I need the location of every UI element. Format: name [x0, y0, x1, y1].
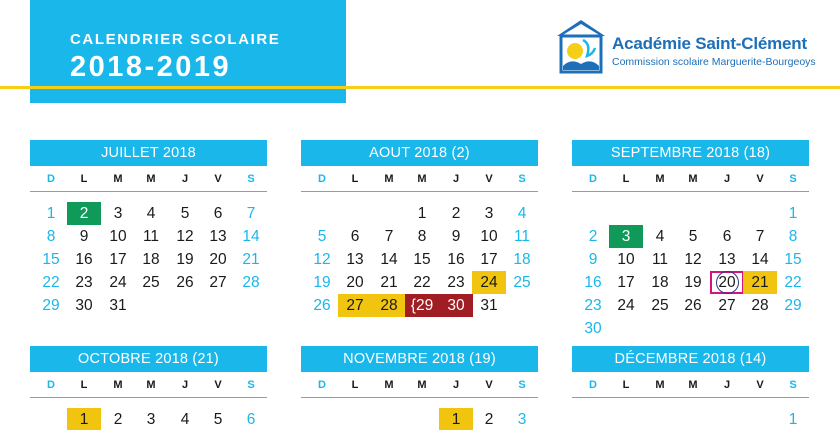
calendar-day: 18	[651, 274, 669, 291]
calendar-day: 1	[46, 205, 56, 222]
calendar-day: 3	[517, 411, 527, 428]
calendar-day: 31	[109, 297, 127, 314]
weekday-label: L	[80, 173, 88, 185]
circle-marker-icon	[716, 271, 739, 294]
calendar-day: 3	[484, 205, 494, 222]
org-name: Académie Saint-Clément	[612, 34, 807, 53]
calendar-day: 29	[42, 297, 60, 314]
month-title: OCTOBRE 2018 (21)	[30, 346, 267, 372]
calendar-day: 8	[417, 228, 427, 245]
calendar-day: 6	[213, 205, 223, 222]
org-subtitle: Commission scolaire Marguerite-Bourgeoys	[612, 56, 816, 68]
calendar-day: 9	[79, 228, 89, 245]
calendar-day: 26	[176, 274, 194, 291]
month-title: AOUT 2018 (2)	[301, 140, 538, 166]
weekday-label: D	[318, 173, 326, 185]
weekday-label: M	[688, 379, 698, 391]
calendar-day: 15	[42, 251, 60, 268]
month-july	[30, 140, 267, 314]
weekday-label: V	[756, 379, 764, 391]
calendar-day: 21	[743, 271, 777, 294]
calendar-day: 2	[588, 228, 598, 245]
calendar-day: 30	[75, 297, 93, 314]
weekday-label: D	[318, 379, 326, 391]
weekday-row	[30, 166, 267, 192]
calendar-day: 16	[584, 274, 602, 291]
calendar-day: 4	[180, 411, 190, 428]
calendar-day: 7	[755, 228, 765, 245]
calendar-day: 6	[350, 228, 360, 245]
calendar-day: 1	[788, 411, 798, 428]
calendar-day: 3	[609, 225, 643, 248]
calendar-day: 18	[142, 251, 160, 268]
weekday-label: D	[589, 173, 597, 185]
weekday-label: M	[417, 173, 427, 185]
month-title: DÉCEMBRE 2018 (14)	[572, 346, 809, 372]
calendar-day: {29	[405, 294, 439, 317]
header-divider	[0, 86, 840, 89]
weekday-label: V	[214, 173, 222, 185]
weekday-label: D	[589, 379, 597, 391]
calendar-day: 12	[684, 251, 702, 268]
month-october	[30, 346, 267, 428]
calendar-day: 10	[617, 251, 635, 268]
weekday-label: J	[452, 379, 460, 391]
weekday-row	[301, 166, 538, 192]
weekday-label: V	[485, 173, 493, 185]
weekday-label: L	[351, 173, 359, 185]
weekday-label: J	[452, 173, 460, 185]
calendar-day: 25	[513, 274, 531, 291]
weekday-label: S	[518, 379, 526, 391]
calendar-day: 11	[651, 251, 669, 268]
calendar-day: 29	[784, 297, 802, 314]
calendar-day: 5	[688, 228, 698, 245]
calendar-day: 4	[146, 205, 156, 222]
weekday-label: J	[181, 173, 189, 185]
weekday-label: S	[789, 173, 797, 185]
weekday-row	[30, 372, 267, 398]
calendar-day: 23	[75, 274, 93, 291]
calendar-day: 28	[372, 294, 406, 317]
calendar-day: 1	[439, 408, 473, 430]
calendar-day: 19	[176, 251, 194, 268]
calendar-day: 2	[67, 202, 101, 225]
weekday-label: J	[181, 379, 189, 391]
weekday-label: L	[622, 379, 630, 391]
calendar-day: 23	[584, 297, 602, 314]
calendar-day: 1	[67, 408, 101, 430]
weekday-label: M	[146, 173, 156, 185]
calendar-day: 28	[751, 297, 769, 314]
weekday-label: M	[417, 379, 427, 391]
month-december	[572, 346, 809, 428]
calendar-day: 12	[176, 228, 194, 245]
calendar-day: 25	[142, 274, 160, 291]
month-title: SEPTEMBRE 2018 (18)	[572, 140, 809, 166]
month-september	[572, 140, 809, 337]
weekday-label: M	[688, 173, 698, 185]
calendar-day: 21	[242, 251, 260, 268]
calendar-day: 4	[655, 228, 665, 245]
calendar-day: 20	[209, 251, 227, 268]
weekday-row	[301, 372, 538, 398]
calendar-day: 1	[417, 205, 427, 222]
weekday-label: M	[655, 379, 665, 391]
weekday-label: L	[622, 173, 630, 185]
calendar-day: 3	[113, 205, 123, 222]
calendar-day: 6	[246, 411, 256, 428]
calendar-day: 5	[213, 411, 223, 428]
weekday-label: M	[113, 173, 123, 185]
calendar-day: 22	[784, 274, 802, 291]
calendar-day: 13	[718, 251, 736, 268]
calendar-day: 20	[346, 274, 364, 291]
calendar-day: 26	[313, 297, 331, 314]
weekday-label: M	[384, 379, 394, 391]
calendar-day: 18	[513, 251, 531, 268]
calendar-day: 19	[313, 274, 331, 291]
calendar-day: 7	[384, 228, 394, 245]
calendar-day: 19	[684, 274, 702, 291]
month-title: JUILLET 2018	[30, 140, 267, 166]
calendar-day: 5	[317, 228, 327, 245]
calendar-year: 2018-2019	[70, 51, 232, 83]
month-august	[301, 140, 538, 314]
calendar-day: 8	[788, 228, 798, 245]
calendar-day: 12	[313, 251, 331, 268]
calendar-day: 8	[46, 228, 56, 245]
calendar-day: 21	[380, 274, 398, 291]
weekday-label: S	[247, 173, 255, 185]
calendar-day: 13	[209, 228, 227, 245]
calendar-day: 27	[338, 294, 372, 317]
calendar-day: 10	[109, 228, 127, 245]
calendar-day: 27	[209, 274, 227, 291]
weekday-row	[572, 372, 809, 398]
calendar-day: 26	[684, 297, 702, 314]
calendar-day: 14	[242, 228, 260, 245]
weekday-label: D	[47, 173, 55, 185]
weekday-label: L	[80, 379, 88, 391]
weekday-row	[572, 166, 809, 192]
weekday-label: S	[247, 379, 255, 391]
calendar-day: 23	[447, 274, 465, 291]
calendar-day: 16	[447, 251, 465, 268]
calendar-day: 11	[513, 228, 531, 245]
month-november	[301, 346, 538, 428]
calendar-day: 27	[718, 297, 736, 314]
calendar-day: 16	[75, 251, 93, 268]
calendar-day: 30	[584, 320, 602, 337]
calendar-day: 15	[413, 251, 431, 268]
weekday-label: M	[113, 379, 123, 391]
calendar-day: 22	[42, 274, 60, 291]
weekday-label: D	[47, 379, 55, 391]
calendar-day: 25	[651, 297, 669, 314]
calendar-day: 1	[788, 205, 798, 222]
weekday-label: J	[723, 173, 731, 185]
calendar-day: 2	[484, 411, 494, 428]
weekday-label: M	[146, 379, 156, 391]
calendar-day: 3	[146, 411, 156, 428]
weekday-label: S	[518, 173, 526, 185]
calendar-day: 24	[617, 297, 635, 314]
calendar-day: 2	[113, 411, 123, 428]
calendar-day: 28	[242, 274, 260, 291]
weekday-label: V	[756, 173, 764, 185]
weekday-label: L	[351, 379, 359, 391]
calendar-day: 7	[246, 205, 256, 222]
calendar-day: 15	[784, 251, 802, 268]
calendar-day: 4	[517, 205, 527, 222]
calendar-title: CALENDRIER SCOLAIRE	[70, 31, 281, 48]
weekday-label: J	[723, 379, 731, 391]
calendar-day: 17	[109, 251, 127, 268]
weekday-label: V	[214, 379, 222, 391]
calendar-day: 2	[451, 205, 461, 222]
calendar-day: 14	[380, 251, 398, 268]
weekday-label: V	[485, 379, 493, 391]
weekday-label: S	[789, 379, 797, 391]
calendar-day: 5	[180, 205, 190, 222]
calendar-day: 17	[480, 251, 498, 268]
weekday-label: M	[655, 173, 665, 185]
calendar-day: 24	[472, 271, 506, 294]
calendar-day: 17	[617, 274, 635, 291]
calendar-day: 11	[142, 228, 160, 245]
calendar-day: 31	[480, 297, 498, 314]
calendar-day: 22	[413, 274, 431, 291]
calendar-day: 6	[722, 228, 732, 245]
school-logo-icon	[553, 18, 609, 78]
month-title: NOVEMBRE 2018 (19)	[301, 346, 538, 372]
calendar-day: 20	[710, 271, 744, 294]
calendar-day: 9	[588, 251, 598, 268]
weekday-label: M	[384, 173, 394, 185]
calendar-day: 9	[451, 228, 461, 245]
calendar-day: 30	[439, 294, 473, 317]
calendar-day: 24	[109, 274, 127, 291]
calendar-day: 14	[751, 251, 769, 268]
calendar-day: 10	[480, 228, 498, 245]
calendar-day: 13	[346, 251, 364, 268]
